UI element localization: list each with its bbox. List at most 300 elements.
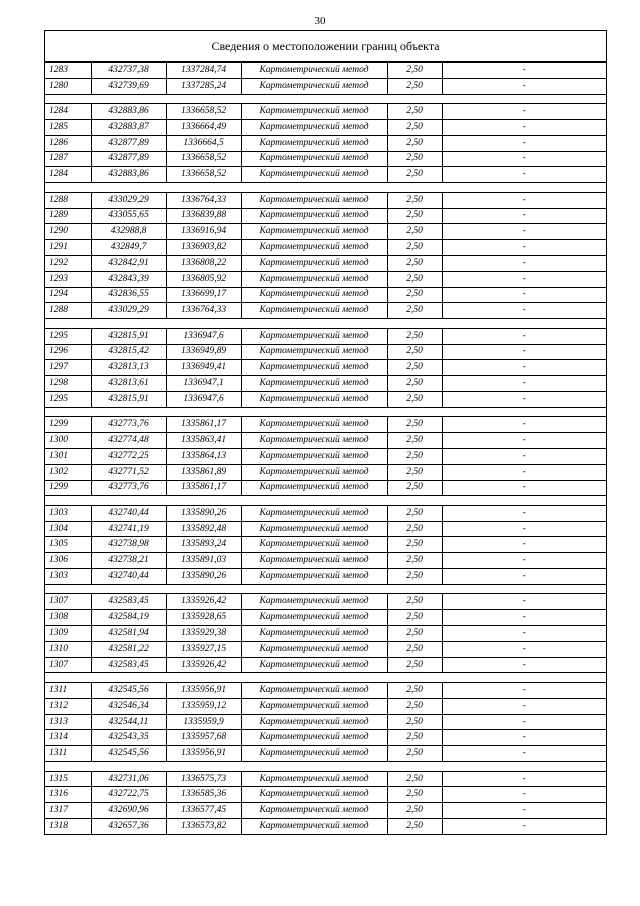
accuracy-cell: 2,50 <box>387 303 442 319</box>
y-coordinate-cell: 1335892,48 <box>166 521 241 537</box>
x-coordinate-cell: 432731,06 <box>91 771 166 787</box>
y-coordinate-cell: 1336585,36 <box>166 787 241 803</box>
y-coordinate-cell: 1337284,74 <box>166 63 241 79</box>
group-separator-cell <box>45 183 606 193</box>
x-coordinate-cell: 432581,22 <box>91 641 166 657</box>
table-row <box>45 771 606 787</box>
accuracy-cell: 2,50 <box>387 594 442 610</box>
point-number-cell: 1300 <box>45 433 91 449</box>
x-coordinate-cell: 432583,45 <box>91 594 166 610</box>
point-number-cell: 1285 <box>45 119 91 135</box>
accuracy-cell: 2,50 <box>387 787 442 803</box>
x-coordinate-cell: 432843,39 <box>91 271 166 287</box>
point-number-cell: 1287 <box>45 151 91 167</box>
x-coordinate-cell: 432988,8 <box>91 224 166 240</box>
method-cell: Картометрический метод <box>241 787 387 803</box>
method-cell: Картометрический метод <box>241 255 387 271</box>
description-cell: - <box>442 771 606 787</box>
method-cell: Картометрический метод <box>241 698 387 714</box>
y-coordinate-cell: 1335959,12 <box>166 698 241 714</box>
description-cell: - <box>442 480 606 496</box>
table-row <box>45 303 606 319</box>
table-row <box>45 464 606 480</box>
y-coordinate-cell: 1336573,82 <box>166 819 241 835</box>
x-coordinate-cell: 432546,34 <box>91 698 166 714</box>
y-coordinate-cell: 1336903,82 <box>166 240 241 256</box>
y-coordinate-cell: 1335891,03 <box>166 553 241 569</box>
group-separator-row <box>45 584 606 594</box>
table-row <box>45 714 606 730</box>
point-number-cell: 1283 <box>45 63 91 79</box>
x-coordinate-cell: 432739,69 <box>91 78 166 94</box>
method-cell: Картометрический метод <box>241 417 387 433</box>
method-cell: Картометрический метод <box>241 78 387 94</box>
x-coordinate-cell: 432657,36 <box>91 819 166 835</box>
description-cell: - <box>442 464 606 480</box>
table-row <box>45 271 606 287</box>
table-row <box>45 626 606 642</box>
group-separator-row <box>45 762 606 772</box>
table-row <box>45 746 606 762</box>
x-coordinate-cell: 433055,65 <box>91 208 166 224</box>
description-cell: - <box>442 63 606 79</box>
x-coordinate-cell: 432583,45 <box>91 657 166 673</box>
point-number-cell: 1303 <box>45 569 91 585</box>
y-coordinate-cell: 1336575,73 <box>166 771 241 787</box>
y-coordinate-cell: 1335928,65 <box>166 610 241 626</box>
method-cell: Картометрический метод <box>241 746 387 762</box>
method-cell: Картометрический метод <box>241 391 387 407</box>
method-cell: Картометрический метод <box>241 63 387 79</box>
x-coordinate-cell: 432883,87 <box>91 119 166 135</box>
point-number-cell: 1299 <box>45 480 91 496</box>
table-row <box>45 521 606 537</box>
accuracy-cell: 2,50 <box>387 746 442 762</box>
description-cell: - <box>442 119 606 135</box>
x-coordinate-cell: 433029,29 <box>91 192 166 208</box>
y-coordinate-cell: 1337285,24 <box>166 78 241 94</box>
point-number-cell: 1308 <box>45 610 91 626</box>
coordinates-table-body <box>45 63 606 835</box>
group-separator-row <box>45 496 606 506</box>
accuracy-cell: 2,50 <box>387 683 442 699</box>
y-coordinate-cell: 1335893,24 <box>166 537 241 553</box>
y-coordinate-cell: 1336808,22 <box>166 255 241 271</box>
accuracy-cell: 2,50 <box>387 208 442 224</box>
y-coordinate-cell: 1335929,38 <box>166 626 241 642</box>
description-cell: - <box>442 360 606 376</box>
point-number-cell: 1284 <box>45 167 91 183</box>
y-coordinate-cell: 1336664,5 <box>166 135 241 151</box>
y-coordinate-cell: 1336839,88 <box>166 208 241 224</box>
method-cell: Картометрический метод <box>241 135 387 151</box>
accuracy-cell: 2,50 <box>387 505 442 521</box>
method-cell: Картометрический метод <box>241 360 387 376</box>
point-number-cell: 1289 <box>45 208 91 224</box>
point-number-cell: 1288 <box>45 192 91 208</box>
method-cell: Картометрический метод <box>241 819 387 835</box>
point-number-cell: 1298 <box>45 376 91 392</box>
method-cell: Картометрический метод <box>241 119 387 135</box>
method-cell: Картометрический метод <box>241 569 387 585</box>
description-cell: - <box>442 553 606 569</box>
method-cell: Картометрический метод <box>241 594 387 610</box>
y-coordinate-cell: 1336658,52 <box>166 151 241 167</box>
method-cell: Картометрический метод <box>241 505 387 521</box>
y-coordinate-cell: 1335956,91 <box>166 683 241 699</box>
table-row <box>45 151 606 167</box>
table-row <box>45 641 606 657</box>
description-cell: - <box>442 746 606 762</box>
point-number-cell: 1301 <box>45 448 91 464</box>
x-coordinate-cell: 432877,89 <box>91 151 166 167</box>
point-number-cell: 1305 <box>45 537 91 553</box>
y-coordinate-cell: 1336658,52 <box>166 167 241 183</box>
method-cell: Картометрический метод <box>241 730 387 746</box>
x-coordinate-cell: 432737,38 <box>91 63 166 79</box>
accuracy-cell: 2,50 <box>387 104 442 120</box>
accuracy-cell: 2,50 <box>387 714 442 730</box>
table-row <box>45 505 606 521</box>
accuracy-cell: 2,50 <box>387 448 442 464</box>
group-separator-row <box>45 407 606 417</box>
y-coordinate-cell: 1336947,1 <box>166 376 241 392</box>
description-cell: - <box>442 537 606 553</box>
table-row <box>45 537 606 553</box>
x-coordinate-cell: 432543,35 <box>91 730 166 746</box>
table-row <box>45 376 606 392</box>
group-separator-cell <box>45 673 606 683</box>
x-coordinate-cell: 432544,11 <box>91 714 166 730</box>
description-cell: - <box>442 657 606 673</box>
description-cell: - <box>442 433 606 449</box>
method-cell: Картометрический метод <box>241 192 387 208</box>
x-coordinate-cell: 432774,48 <box>91 433 166 449</box>
method-cell: Картометрический метод <box>241 771 387 787</box>
method-cell: Картометрический метод <box>241 167 387 183</box>
method-cell: Картометрический метод <box>241 224 387 240</box>
page-number: 30 <box>314 15 326 27</box>
table-row <box>45 344 606 360</box>
point-number-cell: 1317 <box>45 803 91 819</box>
point-number-cell: 1318 <box>45 819 91 835</box>
description-cell: - <box>442 521 606 537</box>
group-separator-row <box>45 673 606 683</box>
x-coordinate-cell: 432849,7 <box>91 240 166 256</box>
accuracy-cell: 2,50 <box>387 328 442 344</box>
accuracy-cell: 2,50 <box>387 819 442 835</box>
description-cell: - <box>442 448 606 464</box>
method-cell: Картометрический метод <box>241 626 387 642</box>
y-coordinate-cell: 1335890,26 <box>166 569 241 585</box>
description-cell: - <box>442 641 606 657</box>
y-coordinate-cell: 1336658,52 <box>166 104 241 120</box>
point-number-cell: 1310 <box>45 641 91 657</box>
point-number-cell: 1294 <box>45 287 91 303</box>
x-coordinate-cell: 433029,29 <box>91 303 166 319</box>
method-cell: Картометрический метод <box>241 271 387 287</box>
method-cell: Картометрический метод <box>241 480 387 496</box>
point-number-cell: 1306 <box>45 553 91 569</box>
description-cell: - <box>442 287 606 303</box>
y-coordinate-cell: 1335926,42 <box>166 594 241 610</box>
table-row <box>45 683 606 699</box>
table-row <box>45 730 606 746</box>
y-coordinate-cell: 1335959,9 <box>166 714 241 730</box>
y-coordinate-cell: 1335861,89 <box>166 464 241 480</box>
coordinates-table <box>45 62 606 835</box>
point-number-cell: 1315 <box>45 771 91 787</box>
x-coordinate-cell: 432813,13 <box>91 360 166 376</box>
x-coordinate-cell: 432883,86 <box>91 167 166 183</box>
table-row <box>45 240 606 256</box>
accuracy-cell: 2,50 <box>387 63 442 79</box>
description-cell: - <box>442 626 606 642</box>
accuracy-cell: 2,50 <box>387 569 442 585</box>
y-coordinate-cell: 1335864,13 <box>166 448 241 464</box>
accuracy-cell: 2,50 <box>387 376 442 392</box>
accuracy-cell: 2,50 <box>387 135 442 151</box>
table-row <box>45 433 606 449</box>
y-coordinate-cell: 1336947,6 <box>166 328 241 344</box>
description-cell: - <box>442 167 606 183</box>
method-cell: Картометрический метод <box>241 151 387 167</box>
y-coordinate-cell: 1335890,26 <box>166 505 241 521</box>
description-cell: - <box>442 803 606 819</box>
description-cell: - <box>442 376 606 392</box>
y-coordinate-cell: 1335861,17 <box>166 480 241 496</box>
point-number-cell: 1303 <box>45 505 91 521</box>
description-cell: - <box>442 240 606 256</box>
description-cell: - <box>442 78 606 94</box>
point-number-cell: 1286 <box>45 135 91 151</box>
group-separator-cell <box>45 496 606 506</box>
x-coordinate-cell: 432773,76 <box>91 480 166 496</box>
table-row <box>45 594 606 610</box>
x-coordinate-cell: 432815,42 <box>91 344 166 360</box>
x-coordinate-cell: 432741,19 <box>91 521 166 537</box>
accuracy-cell: 2,50 <box>387 287 442 303</box>
accuracy-cell: 2,50 <box>387 537 442 553</box>
description-cell: - <box>442 730 606 746</box>
point-number-cell: 1311 <box>45 746 91 762</box>
accuracy-cell: 2,50 <box>387 433 442 449</box>
x-coordinate-cell: 432738,98 <box>91 537 166 553</box>
x-coordinate-cell: 432581,94 <box>91 626 166 642</box>
description-cell: - <box>442 417 606 433</box>
point-number-cell: 1295 <box>45 328 91 344</box>
y-coordinate-cell: 1335863,41 <box>166 433 241 449</box>
table-row <box>45 63 606 79</box>
description-cell: - <box>442 683 606 699</box>
description-cell: - <box>442 328 606 344</box>
accuracy-cell: 2,50 <box>387 771 442 787</box>
x-coordinate-cell: 432836,55 <box>91 287 166 303</box>
x-coordinate-cell: 432815,91 <box>91 391 166 407</box>
point-number-cell: 1291 <box>45 240 91 256</box>
description-cell: - <box>442 192 606 208</box>
accuracy-cell: 2,50 <box>387 641 442 657</box>
accuracy-cell: 2,50 <box>387 610 442 626</box>
table-row <box>45 803 606 819</box>
method-cell: Картометрический метод <box>241 641 387 657</box>
table-row <box>45 657 606 673</box>
accuracy-cell: 2,50 <box>387 78 442 94</box>
description-cell: - <box>442 344 606 360</box>
x-coordinate-cell: 432813,61 <box>91 376 166 392</box>
group-separator-cell <box>45 319 606 329</box>
group-separator-row <box>45 183 606 193</box>
method-cell: Картометрический метод <box>241 464 387 480</box>
method-cell: Картометрический метод <box>241 683 387 699</box>
table-row <box>45 698 606 714</box>
group-separator-cell <box>45 762 606 772</box>
y-coordinate-cell: 1336805,92 <box>166 271 241 287</box>
point-number-cell: 1280 <box>45 78 91 94</box>
method-cell: Картометрический метод <box>241 803 387 819</box>
x-coordinate-cell: 432772,25 <box>91 448 166 464</box>
accuracy-cell: 2,50 <box>387 119 442 135</box>
table-row <box>45 360 606 376</box>
table-row <box>45 167 606 183</box>
group-separator-row <box>45 319 606 329</box>
accuracy-cell: 2,50 <box>387 167 442 183</box>
y-coordinate-cell: 1335927,15 <box>166 641 241 657</box>
table-row <box>45 78 606 94</box>
point-number-cell: 1293 <box>45 271 91 287</box>
description-cell: - <box>442 505 606 521</box>
point-number-cell: 1314 <box>45 730 91 746</box>
point-number-cell: 1312 <box>45 698 91 714</box>
table-row <box>45 328 606 344</box>
boundary-table-frame <box>44 30 607 835</box>
y-coordinate-cell: 1336764,33 <box>166 303 241 319</box>
y-coordinate-cell: 1336916,94 <box>166 224 241 240</box>
point-number-cell: 1297 <box>45 360 91 376</box>
y-coordinate-cell: 1336699,17 <box>166 287 241 303</box>
y-coordinate-cell: 1336949,41 <box>166 360 241 376</box>
x-coordinate-cell: 432545,56 <box>91 683 166 699</box>
group-separator-cell <box>45 407 606 417</box>
description-cell: - <box>442 271 606 287</box>
method-cell: Картометрический метод <box>241 303 387 319</box>
x-coordinate-cell: 432738,21 <box>91 553 166 569</box>
accuracy-cell: 2,50 <box>387 553 442 569</box>
table-row <box>45 448 606 464</box>
x-coordinate-cell: 432584,19 <box>91 610 166 626</box>
description-cell: - <box>442 610 606 626</box>
accuracy-cell: 2,50 <box>387 255 442 271</box>
method-cell: Картометрический метод <box>241 240 387 256</box>
accuracy-cell: 2,50 <box>387 803 442 819</box>
point-number-cell: 1304 <box>45 521 91 537</box>
accuracy-cell: 2,50 <box>387 698 442 714</box>
x-coordinate-cell: 432773,76 <box>91 417 166 433</box>
description-cell: - <box>442 208 606 224</box>
accuracy-cell: 2,50 <box>387 730 442 746</box>
method-cell: Картометрический метод <box>241 610 387 626</box>
accuracy-cell: 2,50 <box>387 240 442 256</box>
method-cell: Картометрический метод <box>241 328 387 344</box>
method-cell: Картометрический метод <box>241 448 387 464</box>
x-coordinate-cell: 432815,91 <box>91 328 166 344</box>
point-number-cell: 1302 <box>45 464 91 480</box>
y-coordinate-cell: 1335957,68 <box>166 730 241 746</box>
description-cell: - <box>442 151 606 167</box>
accuracy-cell: 2,50 <box>387 626 442 642</box>
method-cell: Картометрический метод <box>241 714 387 730</box>
y-coordinate-cell: 1335861,17 <box>166 417 241 433</box>
description-cell: - <box>442 698 606 714</box>
point-number-cell: 1296 <box>45 344 91 360</box>
table-row <box>45 208 606 224</box>
x-coordinate-cell: 432877,89 <box>91 135 166 151</box>
description-cell: - <box>442 135 606 151</box>
method-cell: Картометрический метод <box>241 521 387 537</box>
description-cell: - <box>442 104 606 120</box>
accuracy-cell: 2,50 <box>387 417 442 433</box>
x-coordinate-cell: 432740,44 <box>91 569 166 585</box>
method-cell: Картометрический метод <box>241 344 387 360</box>
accuracy-cell: 2,50 <box>387 360 442 376</box>
y-coordinate-cell: 1335956,91 <box>166 746 241 762</box>
accuracy-cell: 2,50 <box>387 464 442 480</box>
x-coordinate-cell: 432842,91 <box>91 255 166 271</box>
group-separator-cell <box>45 94 606 104</box>
accuracy-cell: 2,50 <box>387 521 442 537</box>
method-cell: Картометрический метод <box>241 553 387 569</box>
method-cell: Картометрический метод <box>241 287 387 303</box>
table-row <box>45 287 606 303</box>
method-cell: Картометрический метод <box>241 433 387 449</box>
method-cell: Картометрический метод <box>241 104 387 120</box>
point-number-cell: 1309 <box>45 626 91 642</box>
accuracy-cell: 2,50 <box>387 344 442 360</box>
accuracy-cell: 2,50 <box>387 271 442 287</box>
description-cell: - <box>442 255 606 271</box>
x-coordinate-cell: 432740,44 <box>91 505 166 521</box>
table-row <box>45 224 606 240</box>
table-row <box>45 391 606 407</box>
point-number-cell: 1307 <box>45 594 91 610</box>
accuracy-cell: 2,50 <box>387 657 442 673</box>
table-row <box>45 553 606 569</box>
description-cell: - <box>442 303 606 319</box>
x-coordinate-cell: 432722,75 <box>91 787 166 803</box>
accuracy-cell: 2,50 <box>387 391 442 407</box>
table-row <box>45 787 606 803</box>
method-cell: Картометрический метод <box>241 376 387 392</box>
y-coordinate-cell: 1336577,45 <box>166 803 241 819</box>
accuracy-cell: 2,50 <box>387 480 442 496</box>
table-title: Сведения о местоположении границ объекта <box>45 31 606 62</box>
group-separator-row <box>45 94 606 104</box>
point-number-cell: 1316 <box>45 787 91 803</box>
table-row <box>45 104 606 120</box>
y-coordinate-cell: 1336949,89 <box>166 344 241 360</box>
point-number-cell: 1295 <box>45 391 91 407</box>
y-coordinate-cell: 1336664,49 <box>166 119 241 135</box>
table-row <box>45 417 606 433</box>
description-cell: - <box>442 714 606 730</box>
x-coordinate-cell: 432771,52 <box>91 464 166 480</box>
x-coordinate-cell: 432690,96 <box>91 803 166 819</box>
group-separator-cell <box>45 584 606 594</box>
method-cell: Картометрический метод <box>241 657 387 673</box>
description-cell: - <box>442 391 606 407</box>
table-row <box>45 119 606 135</box>
description-cell: - <box>442 569 606 585</box>
